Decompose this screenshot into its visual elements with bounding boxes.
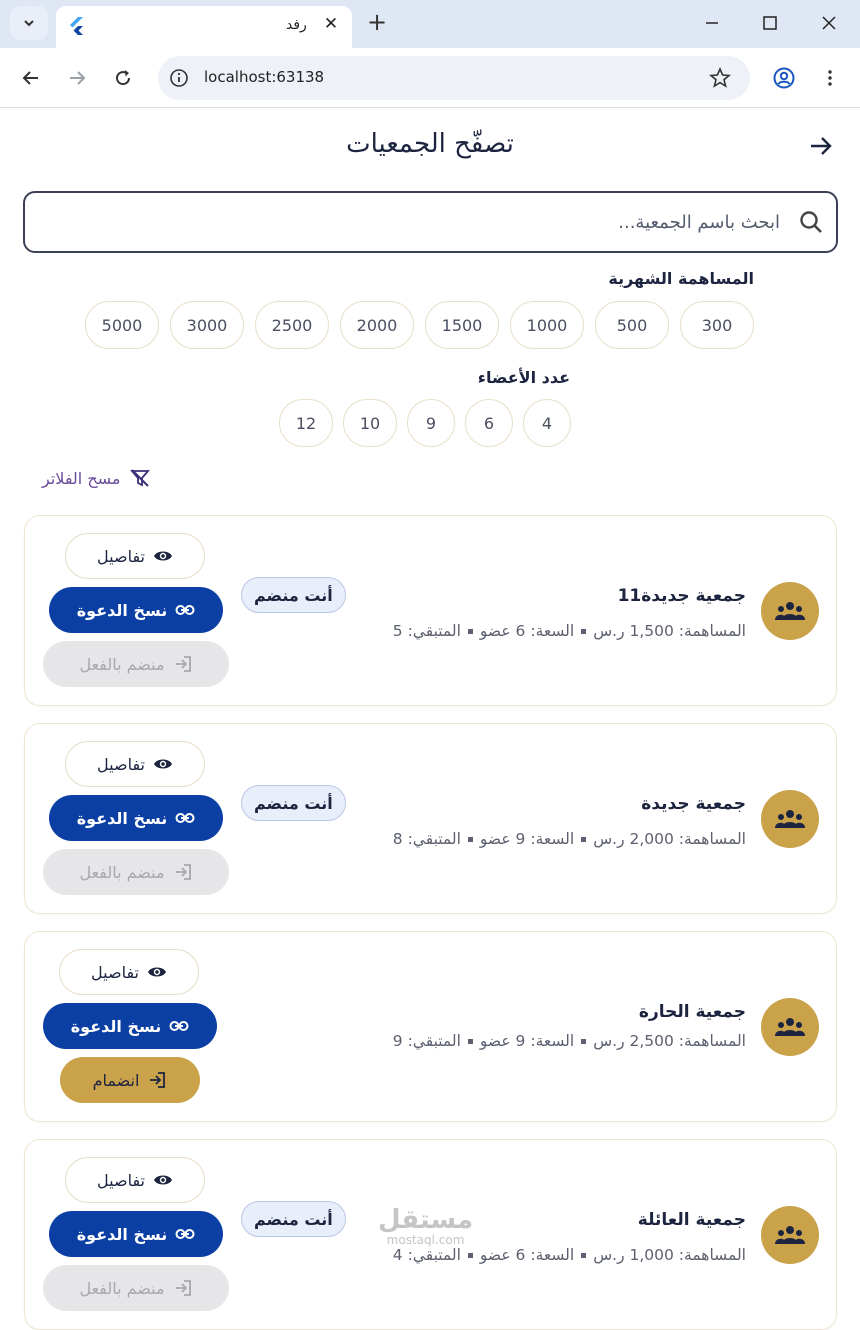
search-bar [23,191,838,253]
association-card [24,931,837,1122]
joined-badge: أنت منضم [241,577,346,613]
joined-badge: أنت منضم [241,785,346,821]
groups-icon [773,1224,807,1246]
eye-icon [147,962,167,982]
contribution-chip[interactable]: 1500 [425,301,499,349]
new-tab-button[interactable]: + [366,8,388,36]
contribution-text: المساهمة: 1,500 ر.س [593,622,746,640]
login-icon [173,1278,193,1298]
join-button[interactable] [60,1057,200,1103]
contribution-filter-label: المساهمة الشهرية [608,269,754,288]
browser-back-button[interactable] [17,64,45,92]
group-avatar [761,582,819,640]
association-meta [393,1246,746,1264]
site-info-icon[interactable] [168,67,190,89]
login-icon [173,862,193,882]
maximize-icon [762,15,778,31]
search-input[interactable] [80,203,780,241]
copy-invite-button[interactable] [49,795,223,841]
association-meta [393,830,746,848]
contribution-text: المساهمة: 1,000 ر.س [593,1246,746,1264]
join-label: انضمام [92,1070,140,1090]
copy-invite-button[interactable] [49,1211,223,1257]
separator-dot [468,1039,473,1044]
contribution-text: المساهمة: 2,000 ر.س [593,830,746,848]
association-name: جمعية جديدة [641,794,746,814]
remaining-text: المتبقي: 4 [392,1246,461,1264]
capacity-text: السعة: 9 عضو [479,1032,575,1050]
separator-dot [468,629,473,634]
clear-filters-label: مسح الفلاتر [42,468,121,488]
page-title: تصفّح الجمعيات [346,129,514,159]
capacity-text: السعة: 9 عضو [479,830,575,848]
association-name: جمعية العائلة [637,1210,746,1230]
separator-dot [581,629,586,634]
login-icon [147,1070,167,1090]
remaining-text: المتبقي: 8 [392,830,461,848]
copy-invite-label: نسخ الدعوة [76,808,168,828]
maximize-button[interactable] [755,8,785,38]
members-chip[interactable]: 9 [407,399,455,447]
details-label: تفاصيل [97,1170,145,1190]
link-icon [175,808,195,828]
minimize-button[interactable] [697,8,727,38]
separator-dot [581,1039,586,1044]
watermark [378,1205,473,1247]
browser-menu-button[interactable] [816,64,844,92]
login-icon [173,654,193,674]
details-button[interactable] [65,1157,205,1203]
link-icon [175,1224,195,1244]
members-filter-label: عدد الأعضاء [477,368,570,387]
capacity-text: السعة: 6 عضو [479,622,575,640]
groups-icon [773,808,807,830]
members-chip[interactable]: 12 [279,399,333,447]
copy-invite-label: نسخ الدعوة [76,600,168,620]
already-joined-button[interactable] [43,849,229,895]
flutter-icon [68,16,84,36]
contribution-chip[interactable]: 3000 [170,301,244,349]
association-name: جمعية الحارة [638,1002,746,1022]
contribution-text: المساهمة: 2,500 ر.س [593,1032,746,1050]
link-icon [175,600,195,620]
back-button[interactable] [806,131,836,161]
tab-close-icon[interactable]: ✕ [323,14,339,34]
profile-icon [772,66,796,90]
profile-button[interactable] [770,64,798,92]
details-button[interactable] [65,533,205,579]
association-meta [393,1032,746,1050]
contribution-chip[interactable]: 500 [595,301,669,349]
minimize-icon [704,15,720,31]
details-label: تفاصيل [97,754,145,774]
contribution-chip[interactable]: 5000 [85,301,159,349]
separator-dot [468,1253,473,1258]
group-avatar [761,998,819,1056]
association-card [24,723,837,914]
watermark-text: مستقل [378,1205,474,1235]
more-vert-icon [820,68,840,88]
browser-tabstrip [0,0,860,48]
joined-badge: أنت منضم [241,1201,346,1237]
arrow-right-icon [67,68,87,88]
already-joined-button[interactable] [43,1265,229,1311]
association-name: جمعية جديدة11 [617,586,746,606]
groups-icon [773,1016,807,1038]
search-icon [798,209,824,235]
contribution-chip[interactable]: 1000 [510,301,584,349]
contribution-chip[interactable]: 2000 [340,301,414,349]
browser-toolbar [0,48,860,108]
group-avatar [761,1206,819,1264]
members-chip[interactable]: 10 [343,399,397,447]
contribution-chip[interactable]: 300 [680,301,754,349]
details-label: تفاصيل [97,546,145,566]
copy-invite-label: نسخ الدعوة [70,1016,162,1036]
eye-icon [153,546,173,566]
capacity-text: السعة: 6 عضو [479,1246,575,1264]
app-content [0,109,860,1298]
bookmark-star-icon[interactable] [708,66,732,90]
url-text: localhost:63138 [204,68,325,86]
association-card [24,515,837,706]
tab-search-button[interactable] [10,6,48,40]
arrow-right-icon [808,133,834,159]
contribution-chip[interactable]: 2500 [255,301,329,349]
members-filter-chips [279,399,571,447]
contribution-filter-chips [85,301,754,349]
separator-dot [581,837,586,842]
separator-dot [468,837,473,842]
groups-icon [773,600,807,622]
members-chip[interactable]: 6 [465,399,513,447]
reload-button[interactable] [109,64,137,92]
separator-dot [581,1253,586,1258]
already-joined-label: منضم بالفعل [79,1278,165,1298]
arrow-left-icon [21,68,41,88]
details-label: تفاصيل [91,962,139,982]
filter-off-icon [129,467,151,489]
tab-title: رفد [286,17,307,33]
close-window-button[interactable] [814,8,844,38]
copy-invite-label: نسخ الدعوة [76,1224,168,1244]
watermark-sub: mostaql.com [386,1233,465,1247]
browser-forward-button[interactable] [63,64,91,92]
eye-icon [153,754,173,774]
eye-icon [153,1170,173,1190]
browser-tab[interactable] [56,6,352,48]
already-joined-button[interactable] [43,641,229,687]
copy-invite-button[interactable] [43,1003,217,1049]
address-bar[interactable] [158,56,750,100]
group-avatar [761,790,819,848]
already-joined-label: منضم بالفعل [79,654,165,674]
remaining-text: المتبقي: 5 [392,622,461,640]
chevron-down-icon [22,16,36,30]
association-meta [393,622,746,640]
remaining-text: المتبقي: 9 [392,1032,461,1050]
reload-icon [113,68,133,88]
copy-invite-button[interactable] [49,587,223,633]
clear-filters-button[interactable] [42,467,151,489]
details-button[interactable] [59,949,199,995]
link-icon [169,1016,189,1036]
details-button[interactable] [65,741,205,787]
members-chip[interactable]: 4 [523,399,571,447]
close-icon [821,15,837,31]
already-joined-label: منضم بالفعل [79,862,165,882]
